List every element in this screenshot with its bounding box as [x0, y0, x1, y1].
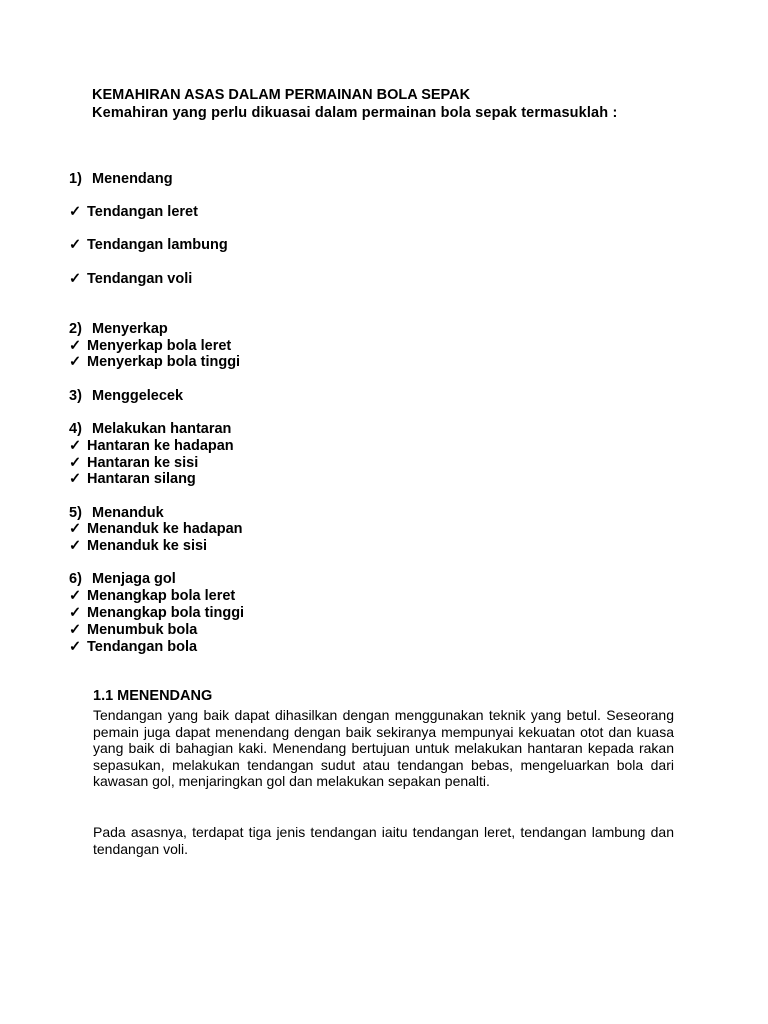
list-item: [69, 588, 235, 605]
list-item-label: Tendangan leret: [87, 204, 198, 220]
section-number: 1): [69, 171, 82, 187]
list-item: [69, 271, 192, 288]
check-mark-icon: ✓: [69, 471, 82, 487]
list-item: [69, 471, 196, 488]
section-heading: [69, 421, 231, 438]
list-item: [69, 605, 244, 622]
section-number: 5): [69, 505, 82, 521]
list-item-label: Tendangan lambung: [87, 237, 228, 253]
section-title: Melakukan hantaran: [92, 421, 232, 437]
check-mark-icon: ✓: [69, 521, 82, 537]
subsection-heading: 1.1 MENENDANG: [93, 688, 213, 704]
list-item: [69, 237, 228, 254]
section-heading: [69, 505, 164, 522]
check-mark-icon: ✓: [69, 338, 82, 354]
list-item-label: Menanduk ke hadapan: [87, 521, 243, 537]
list-item-label: Menyerkap bola tinggi: [87, 354, 241, 370]
list-item-label: Hantaran ke sisi: [87, 455, 199, 471]
list-item-label: Hantaran silang: [87, 471, 196, 487]
list-item: [69, 354, 240, 371]
check-mark-icon: ✓: [69, 588, 82, 604]
list-item-label: Menangkap bola tinggi: [87, 605, 245, 621]
body-paragraph: Pada asasnya, terdapat tiga jenis tendangan iaitu tendangan leret, tendangan lambung dan tendangan voli.: [93, 824, 674, 857]
list-item: [69, 538, 207, 555]
list-item: [69, 521, 243, 538]
list-item: [69, 622, 197, 639]
section-heading: [69, 388, 183, 405]
body-paragraph: Tendangan yang baik dapat dihasilkan dengan menggunakan teknik yang betul. Seseorang pemain juga dapat menendang dengan baik sekiranya mempunyai kekuatan otot dan kuasa yang baik di bahagian kaki. Menendang bertujuan untuk melakukan hantaran kepada rakan sepasukan, melakukan tendangan sudut atau tendangan bebas, mengeluarkan bola dari kawasan gol, menjaringkan gol dan melakukan sepakan penalti.: [93, 707, 674, 790]
list-item: [69, 338, 231, 355]
check-mark-icon: ✓: [69, 438, 82, 454]
list-item-label: Tendangan voli: [87, 271, 193, 287]
check-mark-icon: ✓: [69, 639, 82, 655]
check-mark-icon: ✓: [69, 354, 82, 370]
list-item-label: Tendangan bola: [87, 639, 198, 655]
list-item-label: Hantaran ke hadapan: [87, 438, 234, 454]
check-mark-icon: ✓: [69, 271, 82, 287]
check-mark-icon: ✓: [69, 455, 82, 471]
check-mark-icon: ✓: [69, 237, 82, 253]
list-item: [69, 204, 198, 221]
section-number: 4): [69, 421, 82, 437]
section-number: 2): [69, 321, 82, 337]
section-title: Menyerkap: [92, 321, 168, 337]
list-item-label: Menyerkap bola leret: [87, 338, 232, 354]
list-item: [69, 438, 234, 455]
document-title: KEMAHIRAN ASAS DALAM PERMAINAN BOLA SEPAK: [92, 87, 471, 103]
list-item: [69, 455, 198, 472]
section-title: Menggelecek: [92, 388, 184, 404]
section-title: Menanduk: [92, 505, 164, 521]
list-item-label: Menanduk ke sisi: [87, 538, 208, 554]
list-item-label: Menangkap bola leret: [87, 588, 236, 604]
check-mark-icon: ✓: [69, 538, 82, 554]
section-heading: [69, 321, 168, 338]
document-subtitle: Kemahiran yang perlu dikuasai dalam permainan bola sepak termasuklah :: [92, 105, 618, 121]
section-number: 3): [69, 388, 82, 404]
list-item-label: Menumbuk bola: [87, 622, 198, 638]
section-heading: [69, 171, 173, 188]
check-mark-icon: ✓: [69, 622, 82, 638]
list-item: [69, 639, 197, 656]
check-mark-icon: ✓: [69, 605, 82, 621]
section-title: Menjaga gol: [92, 571, 176, 587]
section-number: 6): [69, 571, 82, 587]
check-mark-icon: ✓: [69, 204, 82, 220]
section-heading: [69, 571, 176, 588]
section-title: Menendang: [92, 171, 173, 187]
